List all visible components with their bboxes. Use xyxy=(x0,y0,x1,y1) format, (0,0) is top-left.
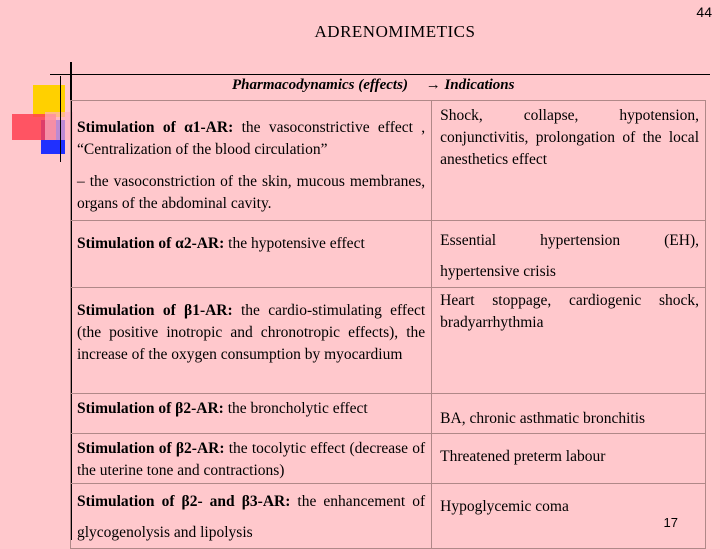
effect-cell: Stimulation of α1-AR: the vasoconstrictive effect , “Centralization of the blood circulation” – the vasoconstriction of the skin, mucous membranes, organs of the abdominal cavity. xyxy=(71,101,432,221)
decor-vertical-line-2 xyxy=(60,76,61,162)
effect-cell: Stimulation of β1-AR: the cardio-stimulating effect (the positive inotropic and chronotropic effects), the increase of the oxygen consumption by myocardium xyxy=(71,288,432,394)
column-headers xyxy=(232,77,514,94)
effect-extra: – the vasoconstriction of the skin, mucous membranes, organs of the abdominal cavity. xyxy=(77,173,426,212)
indication-cell: Heart stoppage, cardiogenic shock, bradyarrhythmia xyxy=(432,288,706,394)
decor-horizontal-line xyxy=(50,74,710,75)
indication-cell: Hypoglycemic coma xyxy=(432,484,706,549)
effect-cell: Stimulation of β2- and β3-AR: the enhancement of glycogenolysis and lipolysis xyxy=(71,484,432,549)
effect-cell: Stimulation of α2-AR: the hypotensive effect xyxy=(71,221,432,288)
slide-number: 17 xyxy=(663,515,678,530)
effects-table xyxy=(70,100,706,549)
decor-pink-square xyxy=(45,112,73,140)
indications-header: Indications xyxy=(444,77,515,93)
table-row xyxy=(71,394,706,434)
effect-cell: Stimulation of β2-AR: the tocolytic effect (decrease of the uterine tone and contractions) xyxy=(71,434,432,484)
indication-cell: Threatened preterm labour xyxy=(432,434,706,484)
effects-header: Pharmacodynamics (effects) xyxy=(232,77,408,93)
effect-cell: Stimulation of β2-AR: the broncholytic effect xyxy=(71,394,432,434)
slide-title: ADRENOMIMETICS xyxy=(314,22,476,41)
page-number: 44 xyxy=(696,4,712,20)
table-row xyxy=(71,484,706,549)
table-row xyxy=(71,288,706,394)
indication-cell: Shock, collapse, hypotension, conjunctivitis, prolongation of the local anesthetics effect xyxy=(432,101,706,221)
indication-cell: BA, chronic asthmatic bronchitis xyxy=(432,394,706,434)
arrow-icon: → xyxy=(425,77,441,93)
table-row xyxy=(71,434,706,484)
table-row xyxy=(71,221,706,288)
table-row xyxy=(71,101,706,221)
indication-cell: Essential hypertension (EH), hypertensive crisis xyxy=(432,221,706,288)
